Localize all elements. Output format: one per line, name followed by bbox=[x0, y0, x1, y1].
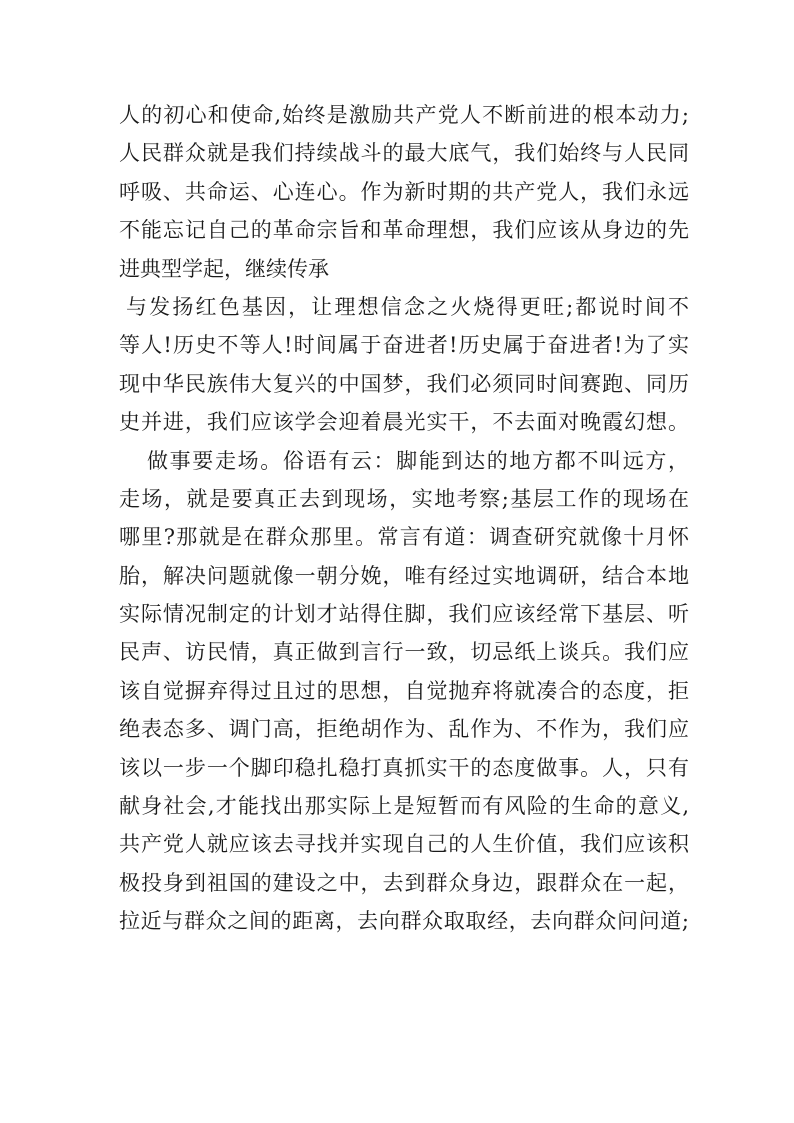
text-line: 做事要走场。俗语有云：脚能到达的地方都不叫远方， bbox=[147, 448, 689, 473]
text-line: 共产党人就应该去寻找并实现自己的人生价值，我们应该积 bbox=[119, 832, 689, 857]
text-line: 该以一步一个脚印稳扎稳打真抓实干的态度做事。人，只有 bbox=[119, 755, 689, 780]
text-line: 胎，解决问题就像一朝分娩，唯有经过实地调研，结合本地 bbox=[119, 563, 689, 588]
text-line: 民声、访民情，真正做到言行一致，切忌纸上谈兵。我们应 bbox=[119, 640, 689, 665]
text-line: 史并进，我们应该学会迎着晨光实干，不去面对晚霞幻想。 bbox=[119, 410, 689, 435]
text-line: 人的初心和使命,始终是激励共产党人不断前进的根本动力; bbox=[119, 103, 689, 127]
text-line: 哪里?那就是在群众那里。常言有道：调查研究就像十月怀 bbox=[119, 525, 689, 550]
text-line: 献身社会,才能找出那实际上是短暂而有风险的生命的意义, bbox=[119, 794, 689, 819]
text-line: 该自觉摒弃得过且过的思想，自觉抛弃将就凑合的态度，拒 bbox=[119, 678, 689, 703]
text-line: 与发扬红色基因，让理想信念之火烧得更旺;都说时间不 bbox=[126, 294, 689, 319]
text-line: 人民群众就是我们持续战斗的最大底气，我们始终与人民同 bbox=[119, 141, 689, 166]
document-body-text bbox=[119, 96, 689, 941]
text-line: 呼吸、共命运、心连心。作为新时期的共产党人，我们永远 bbox=[119, 179, 689, 204]
text-line: 极投身到祖国的建设之中，去到群众身边，跟群众在一起， bbox=[119, 870, 689, 895]
text-line: 等人!历史不等人!时间属于奋进者!历史属于奋进者!为了实 bbox=[119, 333, 689, 358]
text-line: 拉近与群众之间的距离，去向群众取取经，去向群众问问道; bbox=[119, 909, 689, 934]
text-line: 绝表态多、调门高，拒绝胡作为、乱作为、不作为，我们应 bbox=[119, 717, 689, 742]
text-line: 现中华民族伟大复兴的中国梦，我们必须同时间赛跑、同历 bbox=[119, 371, 689, 396]
text-line: 实际情况制定的计划才站得住脚，我们应该经常下基层、听 bbox=[119, 602, 689, 627]
text-line: 进典型学起，继续传承 bbox=[119, 256, 329, 281]
text-line: 不能忘记自己的革命宗旨和革命理想，我们应该从身边的先 bbox=[119, 218, 689, 243]
text-line: 走场，就是要真正去到现场，实地考察;基层工作的现场在 bbox=[119, 486, 689, 511]
